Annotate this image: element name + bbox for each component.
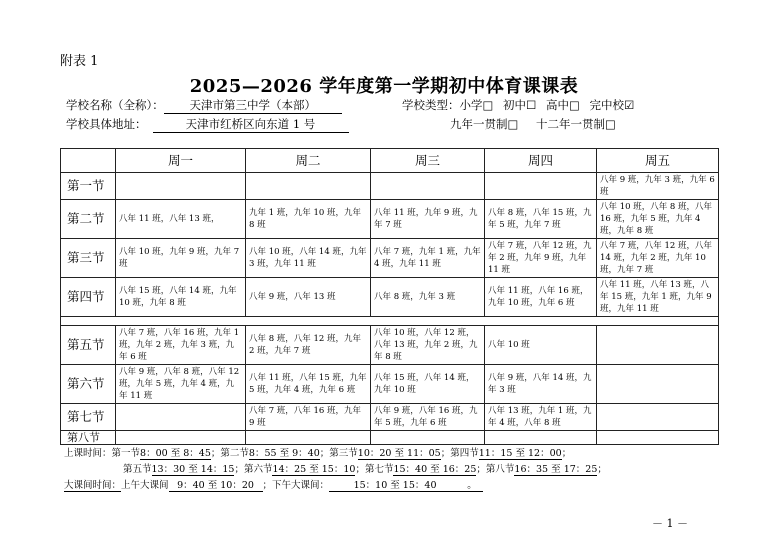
page-number: － 1 － — [652, 517, 688, 530]
period-row — [61, 404, 719, 431]
break-time-row — [64, 477, 483, 492]
class-cell — [597, 365, 719, 404]
type-primary-label: 小学 — [459, 98, 483, 112]
class-cell: 八年 7 班，八年 16 班，九年 9 班 — [246, 404, 371, 431]
class-cell: 八年 11 班，八年 13 班，八年 15 班，九年 1 班，九年 9 班，九年 11 班 — [597, 278, 719, 317]
class-time-row-2: 第五节13：30 至 14：15；第六节14：25 至 15：10；第七节15：40 至 16：25；第八节16：35 至 17：25； — [123, 461, 607, 476]
page-title: 2025—2026 学年度第一学期初中体育课课表 — [189, 76, 579, 97]
period-label: 第六节 — [61, 365, 116, 404]
type-complete-label: 完中校 — [589, 98, 625, 112]
period-1-time: 8：00 至 8：45 — [140, 445, 211, 460]
period-row — [61, 278, 719, 317]
period-row — [61, 326, 719, 365]
class-cell: 八年 9 班，八年 14 班，九年 3 班 — [485, 365, 597, 404]
class-cell — [116, 404, 246, 431]
type-junior-checkbox[interactable]: ☐ — [526, 98, 537, 112]
class-cell: 八年 10 班，八年 14 班，九年 3 班，九年 11 班 — [246, 239, 371, 278]
period-row — [61, 239, 719, 278]
class-cell — [485, 173, 597, 200]
period-4-label: ；第四节 — [440, 448, 479, 459]
class-cell: 八年 10 班 — [485, 326, 597, 365]
class-cell — [246, 431, 371, 445]
class-cell — [485, 431, 597, 445]
period-label: 第七节 — [61, 404, 116, 431]
integrated-type-row — [450, 116, 616, 132]
class-time-label: 上课时间： — [64, 448, 112, 459]
period-5-time: 13：30 至 14：15 — [152, 461, 235, 476]
lunch-divider-row — [61, 317, 719, 326]
twelve-year-label: 十二年一贯制 — [536, 117, 606, 131]
period-5-label: 第五节 — [123, 464, 152, 475]
type-primary-checkbox[interactable]: □ — [482, 98, 494, 112]
class-cell: 八年 13 班，九年 1 班，九年 4 班，八年 8 班 — [485, 404, 597, 431]
class-cell: 八年 10 班，八年 12 班，八年 13 班，九年 2 班，九年 8 班 — [371, 326, 485, 365]
address-value: 天津市红桥区向东道 1 号 — [153, 116, 349, 133]
class-cell: 八年 11 班，八年 15 班，九年 5 班，九年 4 班，九年 6 班 — [246, 365, 371, 404]
class-cell — [246, 173, 371, 200]
break-end-mark: 。 — [461, 477, 483, 492]
am-break-label: 上午大课间 — [121, 480, 169, 491]
school-type-label: 学校类型： — [402, 98, 460, 112]
period-label: 第二节 — [61, 200, 116, 239]
class-cell: 八年 15 班，八年 14 班，九年 10 班 — [371, 365, 485, 404]
class-cell — [371, 431, 485, 445]
class-cell — [597, 326, 719, 365]
class-cell: 八年 7 班，八年 12 班，九年 2 班，九年 9 班，九年 11 班 — [485, 239, 597, 278]
period-6-time: 14：25 至 15：10 — [272, 461, 355, 476]
weekday-header: 周一 — [116, 149, 246, 173]
period-label: 第五节 — [61, 326, 116, 365]
class-cell: 八年 8 班，八年 12 班，九年 2 班，九年 7 班 — [246, 326, 371, 365]
class-cell: 八年 11 班，八年 13 班， — [116, 200, 246, 239]
type-senior-label: 高中 — [546, 98, 569, 112]
period-8-time: 16：35 至 17：25 — [514, 461, 597, 476]
break-time-label: 大课间时间： — [64, 477, 121, 492]
class-cell: 八年 9 班，八年 16 班，九年 5 班，九年 6 班 — [371, 404, 485, 431]
school-name-value: 天津市第三中学（本部） — [164, 97, 342, 114]
period-7-time: 15：40 至 16：25 — [393, 461, 476, 476]
type-junior-label: 初中 — [503, 98, 527, 112]
period-3-time: 10：20 至 11：05 — [358, 445, 441, 460]
period-row — [61, 200, 719, 239]
class-cell: 八年 9 班，八年 13 班 — [246, 278, 371, 317]
class-cell — [116, 173, 246, 200]
class-time-row-1: 上课时间：第一节8：00 至 8：45；第二节8：55 至 9：40；第三节10：20 至 11：05；第四节11：15 至 12：00； — [64, 445, 571, 460]
class-cell: 八年 7 班，八年 16 班，九年 1 班，九年 2 班，九年 3 班，九年 6 班 — [116, 326, 246, 365]
period-label: 第一节 — [61, 173, 116, 200]
address-label: 学校具体地址： — [66, 117, 147, 131]
school-type-row — [402, 97, 634, 113]
period-3-label: ；第三节 — [319, 448, 358, 459]
period-label: 第四节 — [61, 278, 116, 317]
type-senior-checkbox[interactable]: □ — [569, 98, 580, 112]
period-row — [61, 431, 719, 445]
weekday-header: 周三 — [371, 149, 485, 173]
nine-year-checkbox[interactable]: □ — [507, 117, 519, 131]
period-label: 第三节 — [61, 239, 116, 278]
class-cell: 八年 7 班，九年 1 班，九年 4 班，九年 11 班 — [371, 239, 485, 278]
class-cell: 八年 10 班，九年 9 班，九年 7 班 — [116, 239, 246, 278]
schedule-table — [60, 148, 719, 445]
lunch-divider — [61, 317, 719, 326]
period-1-label: 第一节 — [111, 448, 141, 459]
address-row — [66, 116, 349, 133]
class-cell — [116, 431, 246, 445]
class-cell — [371, 173, 485, 200]
period-2-time: 8：55 至 9：40 — [249, 445, 320, 460]
period-2-label: ；第二节 — [210, 448, 249, 459]
class-cell: 八年 10 班，八年 8 班，八年 16 班，九年 5 班，九年 4 班，九年 8 班 — [597, 200, 719, 239]
class-cell: 八年 15 班，八年 14 班，九年 10 班，九年 8 班 — [116, 278, 246, 317]
type-complete-checkbox[interactable]: ☑ — [624, 98, 635, 112]
am-break-time: 9：40 至 10：20 — [169, 477, 263, 492]
class-cell: 八年 9 班，八年 8 班，八年 12 班，九年 5 班，九年 4 班，九年 11 班 — [116, 365, 246, 404]
class-cell: 八年 11 班，八年 16 班，九年 10 班，九年 6 班 — [485, 278, 597, 317]
pm-break-time: 15：10 至 15：40 — [329, 477, 461, 492]
twelve-year-checkbox[interactable]: □ — [605, 117, 616, 131]
class-cell — [597, 431, 719, 445]
class-cell: 八年 8 班，九年 3 班 — [371, 278, 485, 317]
class-cell: 八年 9 班，九年 3 班，九年 6 班 — [597, 173, 719, 200]
class-cell: 八年 11 班，九年 9 班，九年 7 班 — [371, 200, 485, 239]
weekday-header: 周二 — [246, 149, 371, 173]
period-label: 第八节 — [61, 431, 116, 445]
period-row — [61, 173, 719, 200]
weekday-header-row — [61, 149, 719, 173]
period-4-time: 11：15 至 12：00 — [479, 445, 562, 460]
pm-break-label: ；下午大课间： — [262, 480, 330, 491]
annex-label: 附表 1 — [60, 54, 99, 69]
period-6-label: ；第六节 — [234, 464, 273, 475]
period-8-label: ；第八节 — [476, 464, 515, 475]
school-name-row — [66, 97, 342, 114]
class-cell — [597, 404, 719, 431]
nine-year-label: 九年一贯制 — [450, 117, 508, 131]
period-7-label: ；第七节 — [355, 464, 394, 475]
weekday-header: 周五 — [597, 149, 719, 173]
corner-cell — [61, 149, 116, 173]
class-cell: 八年 8 班，八年 15 班，九年 5 班，九年 7 班 — [485, 200, 597, 239]
weekday-header: 周四 — [485, 149, 597, 173]
class-cell: 九年 1 班，九年 10 班，九年 8 班 — [246, 200, 371, 239]
period-row — [61, 365, 719, 404]
school-name-label: 学校名称（全称）： — [66, 98, 164, 112]
class-cell: 八年 7 班，八年 12 班，八年 14 班，九年 2 班，九年 10 班，九年 7 班 — [597, 239, 719, 278]
